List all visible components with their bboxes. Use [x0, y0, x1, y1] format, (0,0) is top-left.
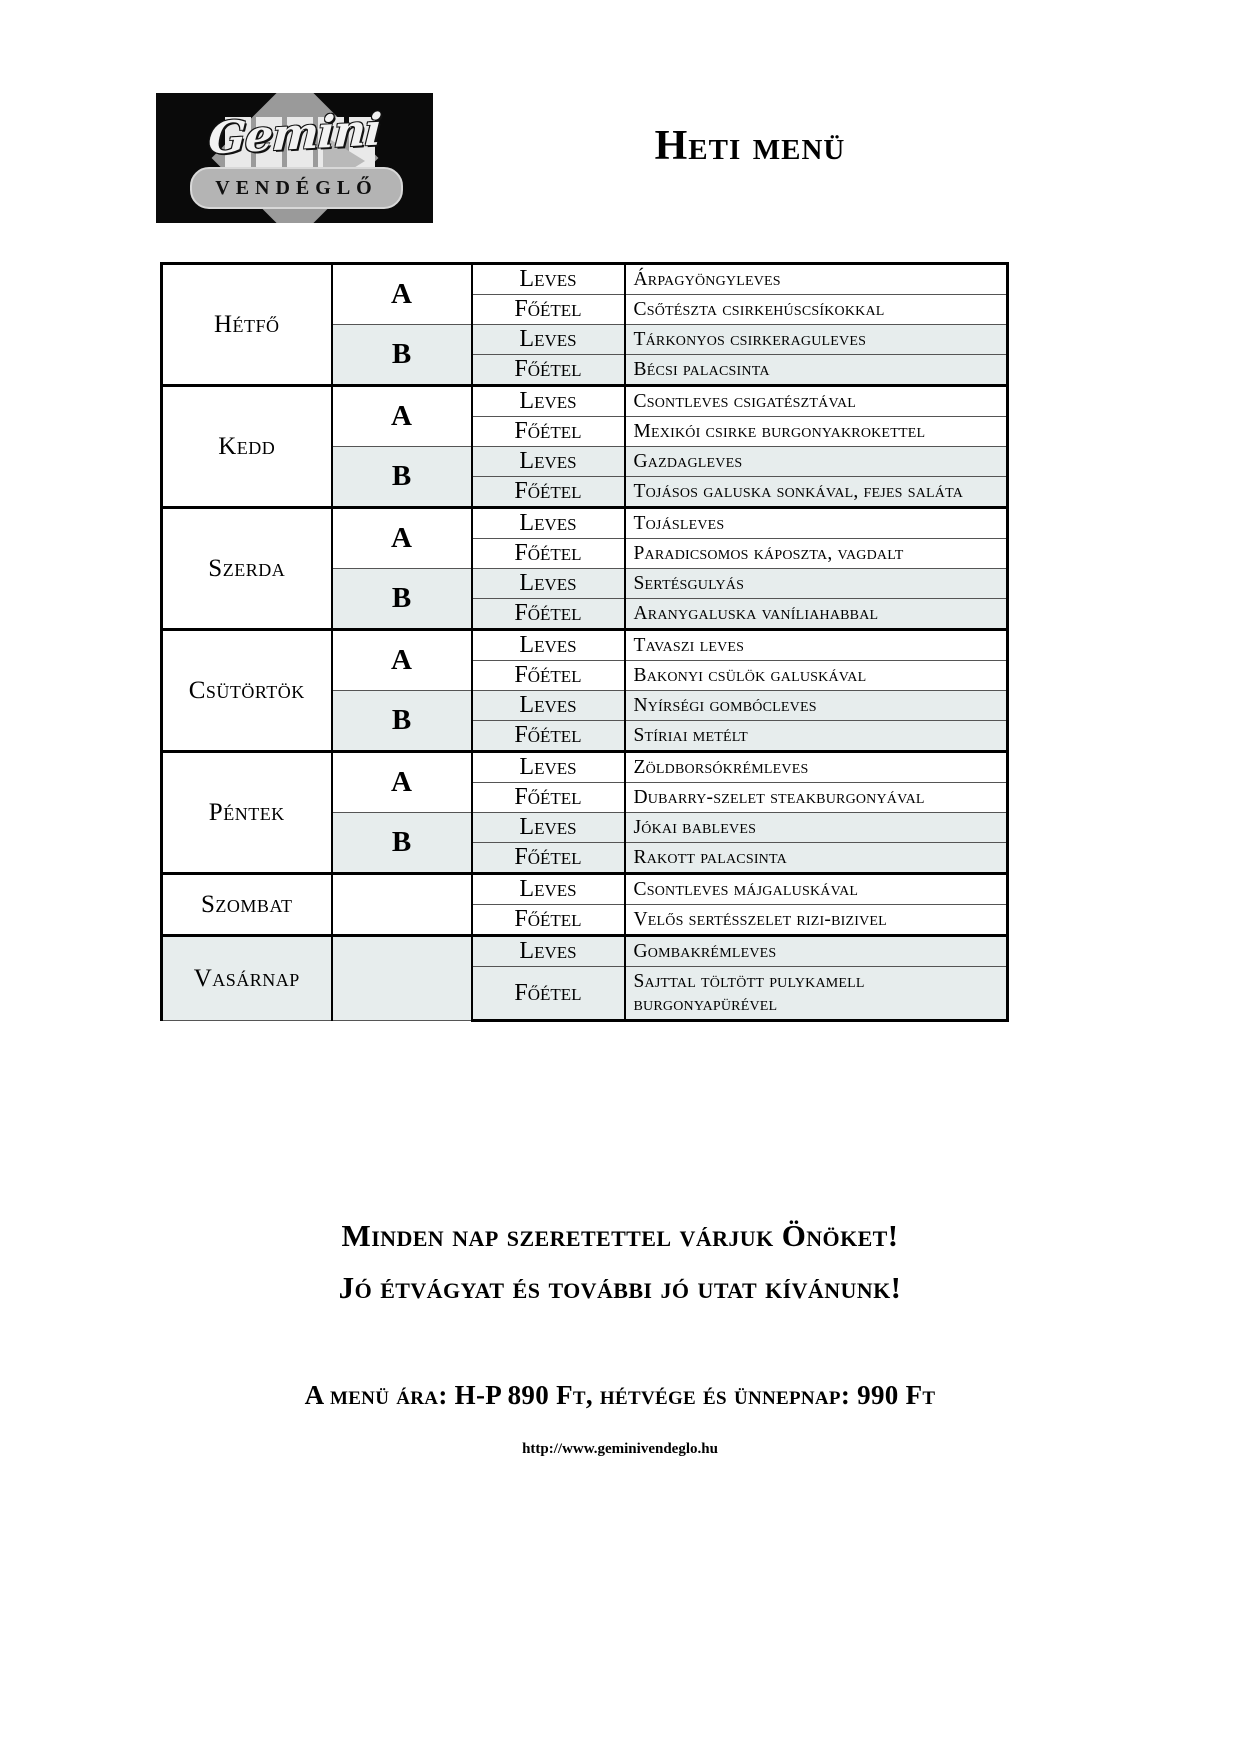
table-row	[162, 508, 1008, 539]
course-type-cell: Leves	[472, 508, 625, 539]
menu-variant-cell: A	[332, 508, 472, 569]
dish-name-cell: Sertésgulyás	[625, 569, 1008, 599]
dish-name-cell: Rakott palacsinta	[625, 843, 1008, 874]
course-type-cell: Leves	[472, 386, 625, 417]
course-type-cell: Főétel	[472, 967, 625, 1021]
day-name-cell: Csütörtök	[162, 630, 332, 752]
dish-name-cell: Bécsi palacsinta	[625, 355, 1008, 386]
course-type-cell: Leves	[472, 325, 625, 355]
page-footer	[0, 1218, 1240, 1458]
course-type-cell: Főétel	[472, 599, 625, 630]
dish-name-cell: Csontleves májgaluskával	[625, 874, 1008, 905]
menu-price-line: A menü ára: H-P 890 Ft, hétvége és ünnepnap: 990 Ft	[304, 1380, 936, 1410]
menu-variant-cell: B	[332, 447, 472, 508]
day-name-cell: Szerda	[162, 508, 332, 630]
course-type-cell: Leves	[472, 874, 625, 905]
table-row	[162, 752, 1008, 783]
dish-name-cell: Gazdagleves	[625, 447, 1008, 477]
dish-name-cell: Gombakrémleves	[625, 936, 1008, 967]
page-title: Heti menü	[654, 123, 846, 169]
course-type-cell: Főétel	[472, 539, 625, 569]
table-row	[162, 630, 1008, 661]
menu-variant-cell: A	[332, 264, 472, 325]
dish-name-cell: Stíriai metélt	[625, 721, 1008, 752]
dish-name-cell: Tárkonyos csirkeraguleves	[625, 325, 1008, 355]
dish-name-cell: Dubarry-szelet steakburgonyával	[625, 783, 1008, 813]
table-row	[162, 264, 1008, 295]
day-name-cell: Szombat	[162, 874, 332, 936]
course-type-cell: Főétel	[472, 721, 625, 752]
menu-variant-cell: A	[332, 386, 472, 447]
course-type-cell: Leves	[472, 936, 625, 967]
dish-name-cell: Csőtészta csirkehúscsíkokkal	[625, 295, 1008, 325]
logo-script-text: Gemini	[207, 104, 382, 165]
course-type-cell: Leves	[472, 630, 625, 661]
dish-name-cell: Velős sertésszelet rizi-bizivel	[625, 905, 1008, 936]
course-type-cell: Főétel	[472, 783, 625, 813]
dish-name-cell: Nyírségi gombócleves	[625, 691, 1008, 721]
menu-variant-cell	[332, 936, 472, 1021]
course-type-cell: Főétel	[472, 355, 625, 386]
course-type-cell: Főétel	[472, 417, 625, 447]
dish-name-cell: Paradicsomos káposzta, vagdalt	[625, 539, 1008, 569]
course-type-cell: Főétel	[472, 661, 625, 691]
menu-variant-cell: A	[332, 630, 472, 691]
course-type-cell: Leves	[472, 813, 625, 843]
menu-variant-cell: B	[332, 691, 472, 752]
course-type-cell: Főétel	[472, 905, 625, 936]
dish-name-cell: Mexikói csirke burgonyakrokettel	[625, 417, 1008, 447]
course-type-cell: Főétel	[472, 477, 625, 508]
day-name-cell: Hétfő	[162, 264, 332, 386]
dish-name-cell: Tavaszi leves	[625, 630, 1008, 661]
dish-name-cell: Sajttal töltött pulykamell burgonyapürével	[625, 967, 1008, 1021]
logo-banner	[190, 167, 403, 209]
page-header	[0, 0, 1240, 250]
course-type-cell: Leves	[472, 264, 625, 295]
menu-variant-cell: A	[332, 752, 472, 813]
dish-name-cell: Tojásleves	[625, 508, 1008, 539]
course-type-cell: Főétel	[472, 295, 625, 325]
dish-name-cell: Zöldborsókrémleves	[625, 752, 1008, 783]
dish-name-cell: Bakonyi csülök galuskával	[625, 661, 1008, 691]
logo-banner-text: VENDÉGLŐ	[215, 176, 378, 199]
gemini-vendeglo-logo	[156, 93, 433, 223]
course-type-cell: Leves	[472, 752, 625, 783]
greeting-line-1: Minden nap szeretettel várjuk Önöket!	[341, 1218, 899, 1253]
menu-variant-cell	[332, 874, 472, 936]
course-type-cell: Főétel	[472, 843, 625, 874]
weekly-menu-table	[160, 262, 1009, 1022]
menu-variant-cell: B	[332, 325, 472, 386]
table-row	[162, 936, 1008, 967]
course-type-cell: Leves	[472, 569, 625, 599]
table-row	[162, 386, 1008, 417]
greeting-line-2: Jó étvágyat és további jó utat kívánunk!	[338, 1270, 902, 1305]
day-name-cell: Péntek	[162, 752, 332, 874]
dish-name-cell: Tojásos galuska sonkával, fejes saláta	[625, 477, 1008, 508]
day-name-cell: Kedd	[162, 386, 332, 508]
table-row	[162, 874, 1008, 905]
website-url: http://www.geminivendeglo.hu	[522, 1441, 718, 1457]
course-type-cell: Leves	[472, 691, 625, 721]
day-name-cell: Vasárnap	[162, 936, 332, 1021]
course-type-cell: Leves	[472, 447, 625, 477]
dish-name-cell: Aranygaluska vaníliahabbal	[625, 599, 1008, 630]
menu-variant-cell: B	[332, 813, 472, 874]
dish-name-cell: Jókai bableves	[625, 813, 1008, 843]
dish-name-cell: Árpagyöngyleves	[625, 264, 1008, 295]
menu-variant-cell: B	[332, 569, 472, 630]
dish-name-cell: Csontleves csigatésztával	[625, 386, 1008, 417]
